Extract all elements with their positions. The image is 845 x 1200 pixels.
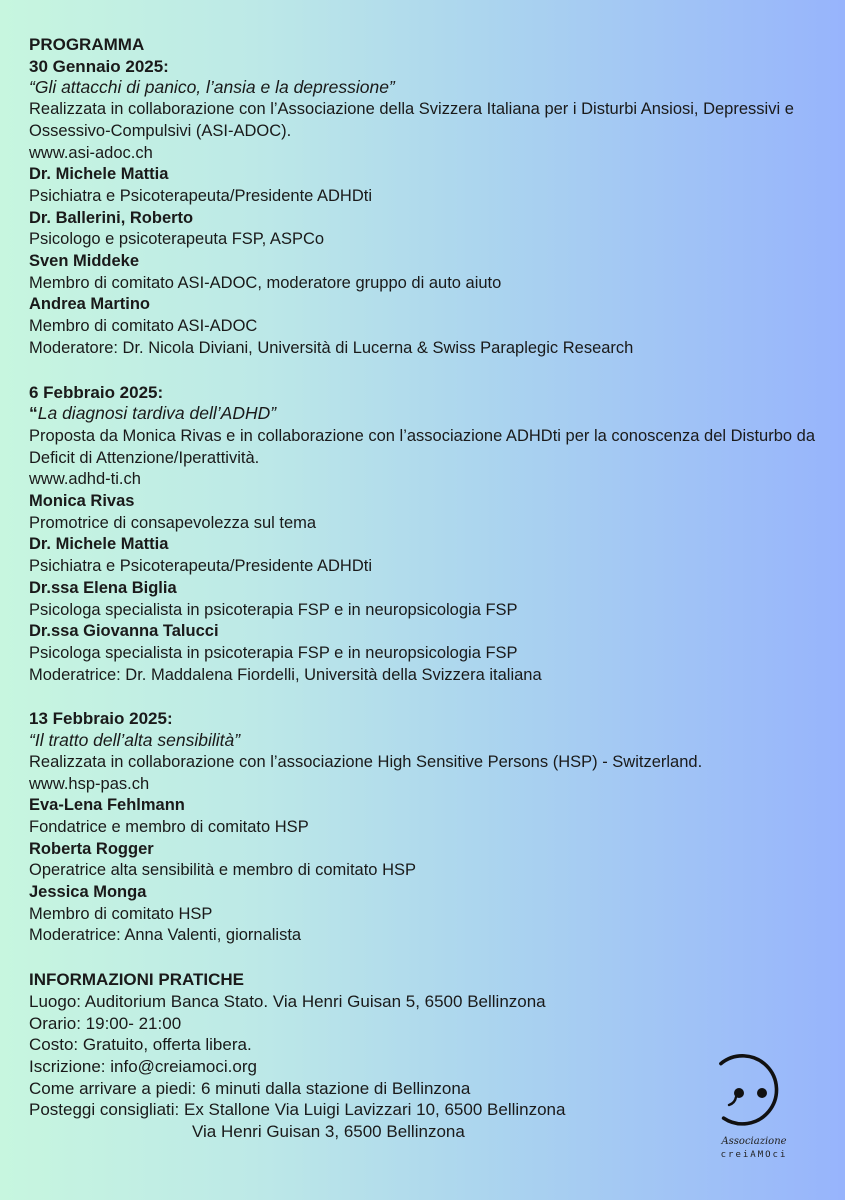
event-moderator: Moderatrice: Anna Valenti, giornalista [29, 926, 302, 945]
speaker-role: Psichiatra e Psicoterapeuta/Presidente ADHDti [29, 557, 373, 576]
speaker-role: Psicologa specialista in psicoterapia FSP e in neuropsicologia FSP [29, 600, 518, 619]
event-title-text: La diagnosi tardiva dell’ADHD” [37, 403, 277, 424]
event-description: Realizzata in collaborazione con l’associazione High Sensitive Persons (HSP) - Switzerland. [29, 752, 703, 771]
speaker-name: Monica Rivas [29, 492, 135, 511]
event-title [29, 403, 829, 426]
info-arrivo: Come arrivare a piedi: 6 minuti dalla stazione di Bellinzona [29, 1078, 471, 1098]
speaker-name: Dr. Ballerini, Roberto [29, 208, 194, 227]
info-orario: Orario: 19:00- 21:00 [29, 1013, 182, 1033]
creiamoci-logo [700, 1040, 800, 1166]
speaker-name: Roberta Rogger [29, 839, 154, 858]
speaker-role: Psicologa specialista in psicoterapia FSP e in neuropsicologia FSP [29, 643, 518, 662]
speaker-name: Dr.ssa Elena Biglia [29, 578, 177, 597]
event-moderator: Moderatore: Dr. Nicola Diviani, Università di Lucerna & Swiss Paraplegic Research [29, 338, 634, 357]
smiley-logo-icon [700, 1040, 800, 1166]
info-posteggi: Posteggi consigliati: Ex Stallone Via Luigi Lavizzari 10, 6500 Bellinzona [29, 1100, 566, 1120]
document-body [29, 34, 829, 1143]
speaker-role: Operatrice alta sensibilità e membro di comitato HSP [29, 861, 416, 880]
speaker-role: Membro di comitato HSP [29, 904, 213, 923]
event-website: www.adhd-ti.ch [29, 470, 141, 489]
programma-heading: PROGRAMMA [29, 35, 145, 54]
event-date: 6 Febbraio 2025: [29, 382, 164, 402]
event-2 [29, 382, 829, 687]
info-luogo: Luogo: Auditorium Banca Stato. Via Henri Guisan 5, 6500 Bellinzona [29, 991, 546, 1011]
event-3 [29, 708, 829, 947]
info-posteggi-2: Via Henri Guisan 3, 6500 Bellinzona [192, 1122, 465, 1142]
speaker-role: Promotrice di consapevolezza sul tema [29, 513, 317, 532]
event-1 [29, 56, 829, 360]
logo-brand-text: creiAMOci [720, 1150, 788, 1160]
event-website: www.hsp-pas.ch [29, 774, 150, 793]
logo-script-text: Associazione [721, 1136, 787, 1147]
speaker-role: Fondatrice e membro di comitato HSP [29, 817, 309, 836]
event-title: “Il tratto dell’alta sensibilità” [29, 730, 241, 751]
info-costo: Costo: Gratuito, offerta libera. [29, 1035, 252, 1055]
event-website: www.asi-adoc.ch [29, 143, 153, 162]
speaker-role: Membro di comitato ASI-ADOC [29, 317, 258, 336]
info-heading: INFORMAZIONI PRATICHE [29, 970, 245, 990]
event-description: Realizzata in collaborazione con l’Associazione della Svizzera Italiana per i Disturbi Ansiosi, Depressivi e Ossessivo-Compulsivi (ASI-ADOC). [29, 100, 794, 140]
speaker-name: Sven Middeke [29, 252, 140, 271]
speaker-role: Psichiatra e Psicoterapeuta/Presidente ADHDti [29, 186, 373, 205]
speaker-name: Jessica Monga [29, 883, 147, 902]
event-title: “Gli attacchi di panico, l’ansia e la depressione” [29, 77, 395, 98]
speaker-name: Dr. Michele Mattia [29, 535, 169, 554]
speaker-name: Dr.ssa Giovanna Talucci [29, 622, 219, 641]
event-description: Proposta da Monica Rivas e in collaborazione con l’associazione ADHDti per la conoscenza del Disturbo da Deficit di Attenzione/Iperattività. [29, 426, 816, 467]
info-iscrizione: Iscrizione: info@creiamoci.org [29, 1056, 257, 1076]
speaker-name: Dr. Michele Mattia [29, 165, 169, 184]
event-title-quote: “ [29, 403, 38, 424]
speaker-role: Psicologo e psicoterapeuta FSP, ASPCo [29, 230, 325, 249]
event-date: 13 Febbraio 2025: [29, 709, 173, 729]
speaker-name: Andrea Martino [29, 295, 151, 314]
event-date: 30 Gennaio 2025: [29, 56, 169, 76]
event-moderator: Moderatrice: Dr. Maddalena Fiordelli, Università della Svizzera italiana [29, 665, 542, 684]
speaker-role: Membro di comitato ASI-ADOC, moderatore gruppo di auto aiuto [29, 273, 502, 292]
speaker-name: Eva-Lena Fehlmann [29, 796, 185, 815]
